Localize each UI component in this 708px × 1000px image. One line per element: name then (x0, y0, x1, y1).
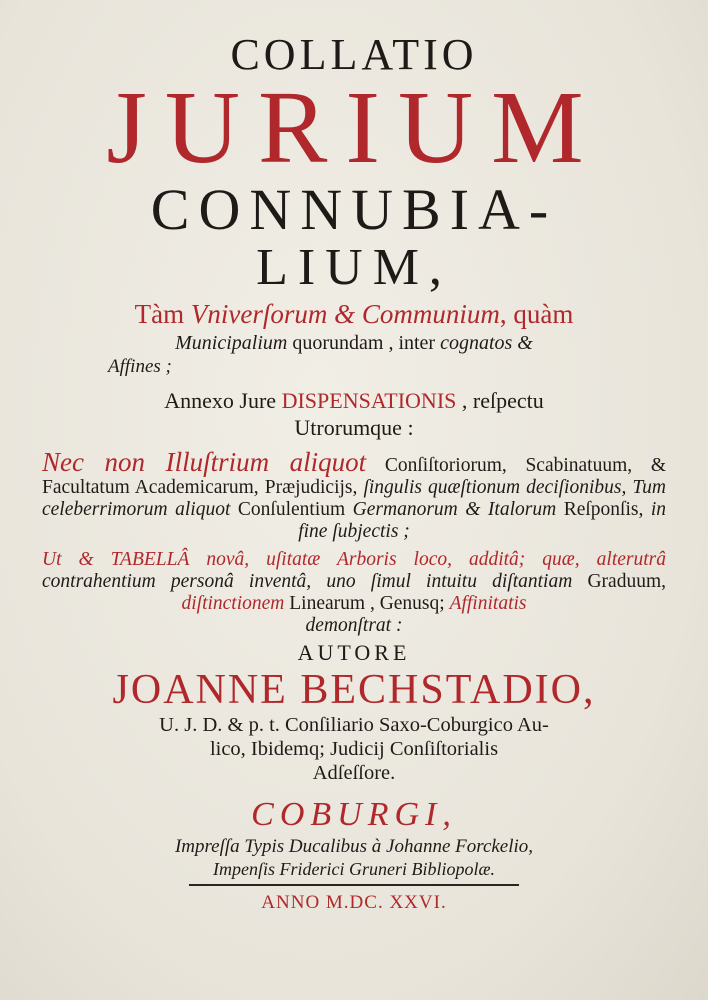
subtitle-dispensationis: DISPENSATIONIS (281, 388, 457, 413)
author-title-line-2: lico, Ibidemq; Judicij Conſiſtorialis (209, 738, 499, 760)
title-line-collatio: COLLATIO (230, 30, 478, 79)
author-title-line-3: Adſeſſore. (312, 762, 396, 784)
subtitle-line-2 (28, 331, 680, 355)
subtitle-cognatos: cognatos & (440, 332, 533, 354)
subtitle-quam: , quàm (499, 299, 574, 329)
author-title-line-1: U. J. D. & p. t. Conſiliario Saxo-Coburgico Au- (159, 714, 549, 736)
paragraph1-consistoriorum: Conſiſtoriorum, Scabinatuum, & Facultatum Academicarum, Præjudicijs, (42, 455, 666, 498)
paragraph2-demonstrat: demonſtrat : (305, 615, 403, 636)
subtitle-tam: Tàm (134, 299, 191, 329)
paragraph-nec-non (28, 447, 680, 543)
paragraph2-affinitatis: Affinitatis (449, 593, 527, 614)
paragraph2-linearum: Linearum , Genusq; (284, 593, 450, 614)
imprint-publisher: Impenſis Friderici Gruneri Bibliopolæ. (213, 859, 495, 879)
imprint-year: ANNO M.DC. XXVI. (261, 892, 447, 913)
subtitle-affines: Affines ; (108, 356, 172, 377)
paragraph1-singulis: ſingulis quæſtionum deciſionibus, Tum celeberrimorum aliquot (42, 477, 666, 520)
title-line-connubia: CONNUBIA- (150, 177, 558, 242)
paragraph1-consulentium: Conſulentium (230, 499, 353, 520)
paragraph2-ut-tabella: Ut & TABELLÂ novâ, uſitatæ Arboris loco, additâ; quæ, alterutrâ (42, 549, 666, 570)
imprint-rule (189, 884, 519, 886)
paragraph2-graduum: Graduum, (572, 571, 666, 592)
subtitle-universorum: Vniverſorum & Communium (190, 299, 500, 329)
subtitle-respectu: , reſpectu (456, 388, 544, 413)
subtitle-line-1 (28, 298, 680, 331)
paragraph1-in-fine: in fine ſubjectis ; (298, 499, 667, 542)
paragraph1-responsis: Reſponſis, (556, 499, 651, 520)
subtitle-annexo: Annexo Jure (164, 388, 282, 413)
title-line-lium: LIUM, (256, 239, 452, 296)
paragraph1-germanorum: Germanorum & Italorum (352, 499, 557, 520)
title-line-jurium: JURIUM (106, 70, 602, 185)
paragraph2-distinctionem: diſtinctionem (181, 593, 285, 614)
subtitle-quorundam: quorundam , inter (287, 332, 441, 354)
imprint-city: COBURGI, (251, 796, 457, 833)
paragraph-ut-tabella (28, 549, 680, 637)
paragraph1-nec-non: Nec non Illuſtrium aliquot (42, 447, 367, 477)
author-label: AUTORE (297, 640, 411, 665)
subtitle-utrorumque: Utrorumque : (294, 415, 414, 440)
subtitle-line-4 (28, 387, 680, 415)
imprint-printer: Impreſſa Typis Ducalibus à Johanne Forckelio, (174, 836, 534, 857)
subtitle-municipalium: Municipalium (175, 332, 288, 354)
paragraph2-contrahentium: contrahentium personâ inventâ, uno ſimul intuitu diſtantiam (42, 571, 573, 592)
author-name: JOANNE BECHSTADIO, (112, 667, 596, 713)
